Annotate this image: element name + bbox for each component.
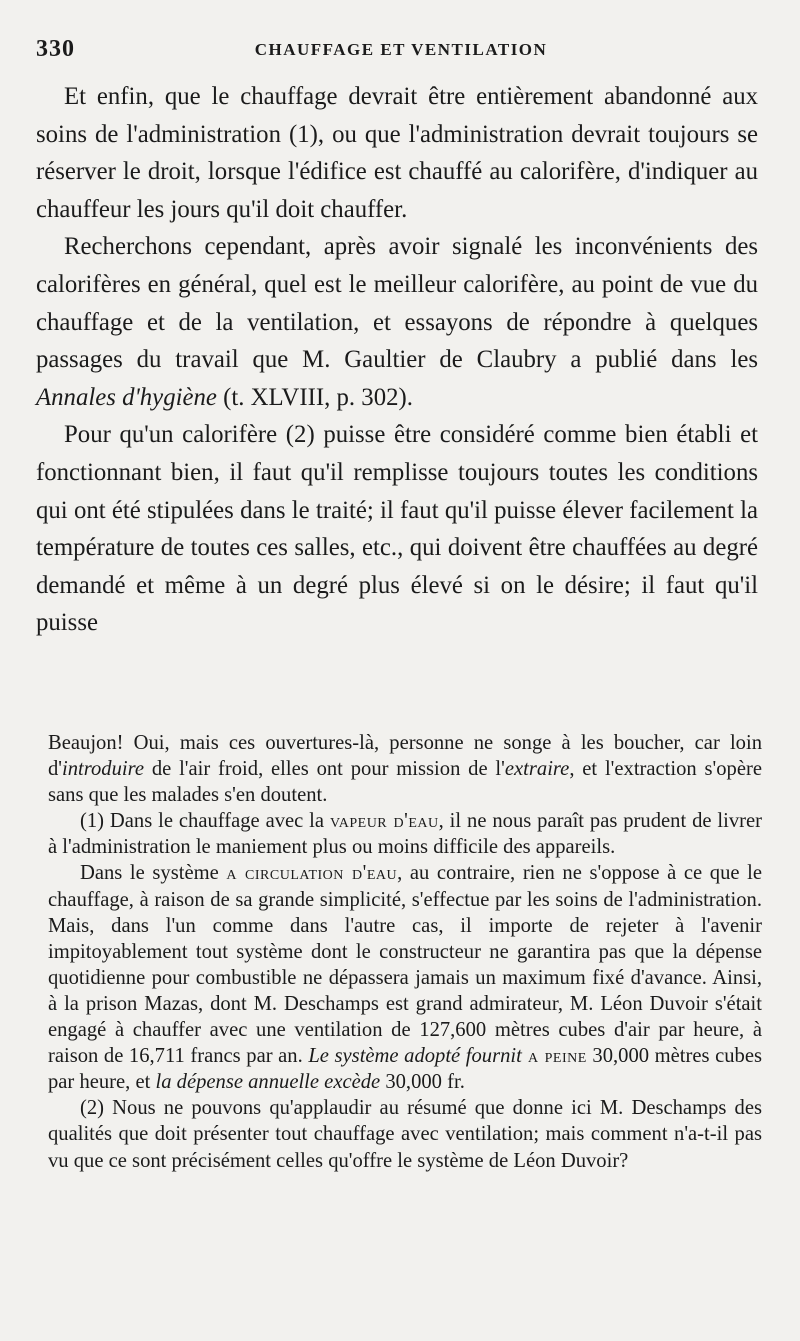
footnote-1p2-text-d: 30,000 fr. xyxy=(380,1071,465,1094)
footnote-cont-extraire: extraire xyxy=(504,758,570,781)
footnote-1 xyxy=(48,808,762,860)
footnote-1-vapeur: vapeur d'eau xyxy=(329,810,439,833)
footnote-1-text-b: , il ne nous paraît pas prudent de livrer à l'administration le maniement plus ou moins difficile des appareils. xyxy=(48,810,762,859)
footnote-2: (2) Nous ne pouvons qu'applaudir au résumé que donne ici M. Deschamps des qualités que doit présenter tout chauffage avec ventilation; mais comment n'a-t-il pas vu que ce sont précisément celles qu'offre le système de Léon Duvoir? xyxy=(48,1097,762,1172)
footnote-1-paragraph-2 xyxy=(48,860,762,1095)
main-text xyxy=(36,78,758,642)
paragraph-2-text-a: Recherchons cependant, après avoir signalé les inconvénients des calorifères en général, quel est le meilleur calorifère, au point de vue du chauffage et de la ventilation, et essayons de répondre à quelques passages du travail que M. Gaultier de Claubry a publié dans les xyxy=(36,233,758,374)
footnotes xyxy=(48,730,762,1174)
footnote-1p2-apeine: a peine xyxy=(521,1045,587,1068)
footnote-1p2-italic: Le système adopté fournit xyxy=(308,1045,522,1068)
page-header xyxy=(36,36,766,70)
paragraph-3: Pour qu'un calorifère (2) puisse être considéré comme bien établi et fonctionnant bien, il faut qu'il remplisse toujours toutes les conditions qui ont été stipulées dans le traité; il faut qu'il puisse élever facilement la température de toutes ces salles, etc., qui doivent être chauffées au degré demandé et même à un degré plus élevé si on le désire; il faut qu'il puisse xyxy=(36,421,758,637)
paragraph-2 xyxy=(36,228,758,416)
footnote-1p2-text-c: 30,000 mètres cubes par heure, et xyxy=(48,1045,762,1094)
paragraph-1: Et enfin, que le chauffage devrait être entièrement abandonné aux soins de l'administration (1), ou que l'administration devrait toujours se réserver le droit, lorsque l'édifice est chauffé au calorifère, d'indiquer au chauffeur les jours qu'il doit chauffer. xyxy=(36,83,758,223)
journal-title: Annales d'hygiène xyxy=(36,383,217,411)
footnote-1p2-text-b: , au contraire, rien ne s'oppose à ce que le chauffage, à raison de sa grande simplicité, s'effectue par les soins de l'administration. Mais, dans l'un comme dans l'autre cas, il importe de rejeter à l'avenir impitoyablement tout système dont le constructeur ne garantira pas que la dépense quotidienne pour combustible ne dépassera jamais un maximum fixé d'avance. Ainsi, à la prison Mazas, dont M. Deschamps est grand admirateur, M. Léon Duvoir s'était engagé à chauffer avec une ventilation de 127,600 mètres cubes d'air par heure, à raison de 16,711 francs par an. xyxy=(48,862,762,1068)
footnote-1p2-italic-2: la dépense annuelle excède xyxy=(155,1071,381,1094)
footnote-1-text-a: (1) Dans le chauffage avec la xyxy=(80,810,330,833)
footnote-cont-introduire: introduire xyxy=(62,758,145,781)
footnote-continuation xyxy=(48,730,762,808)
footnote-cont-text-a: Beaujon! Oui, mais ces ouvertures-là, personne ne songe à les boucher, car loin d' xyxy=(48,732,762,781)
footnote-1p2-circulation: a circulation d'eau xyxy=(226,862,398,885)
footnote-1p2-text-a: Dans le système xyxy=(80,862,227,885)
paragraph-2-text-b: (t. XLVIII, p. 302). xyxy=(216,383,413,411)
running-head: CHAUFFAGE ET VENTILATION xyxy=(254,40,548,59)
page-number: 330 xyxy=(36,36,75,62)
footnote-cont-text-b: de l'air froid, elles ont pour mission de l' xyxy=(144,758,505,781)
footnote-cont-text-c: , et l'extraction s'opère sans que les malades s'en doutent. xyxy=(48,758,762,807)
